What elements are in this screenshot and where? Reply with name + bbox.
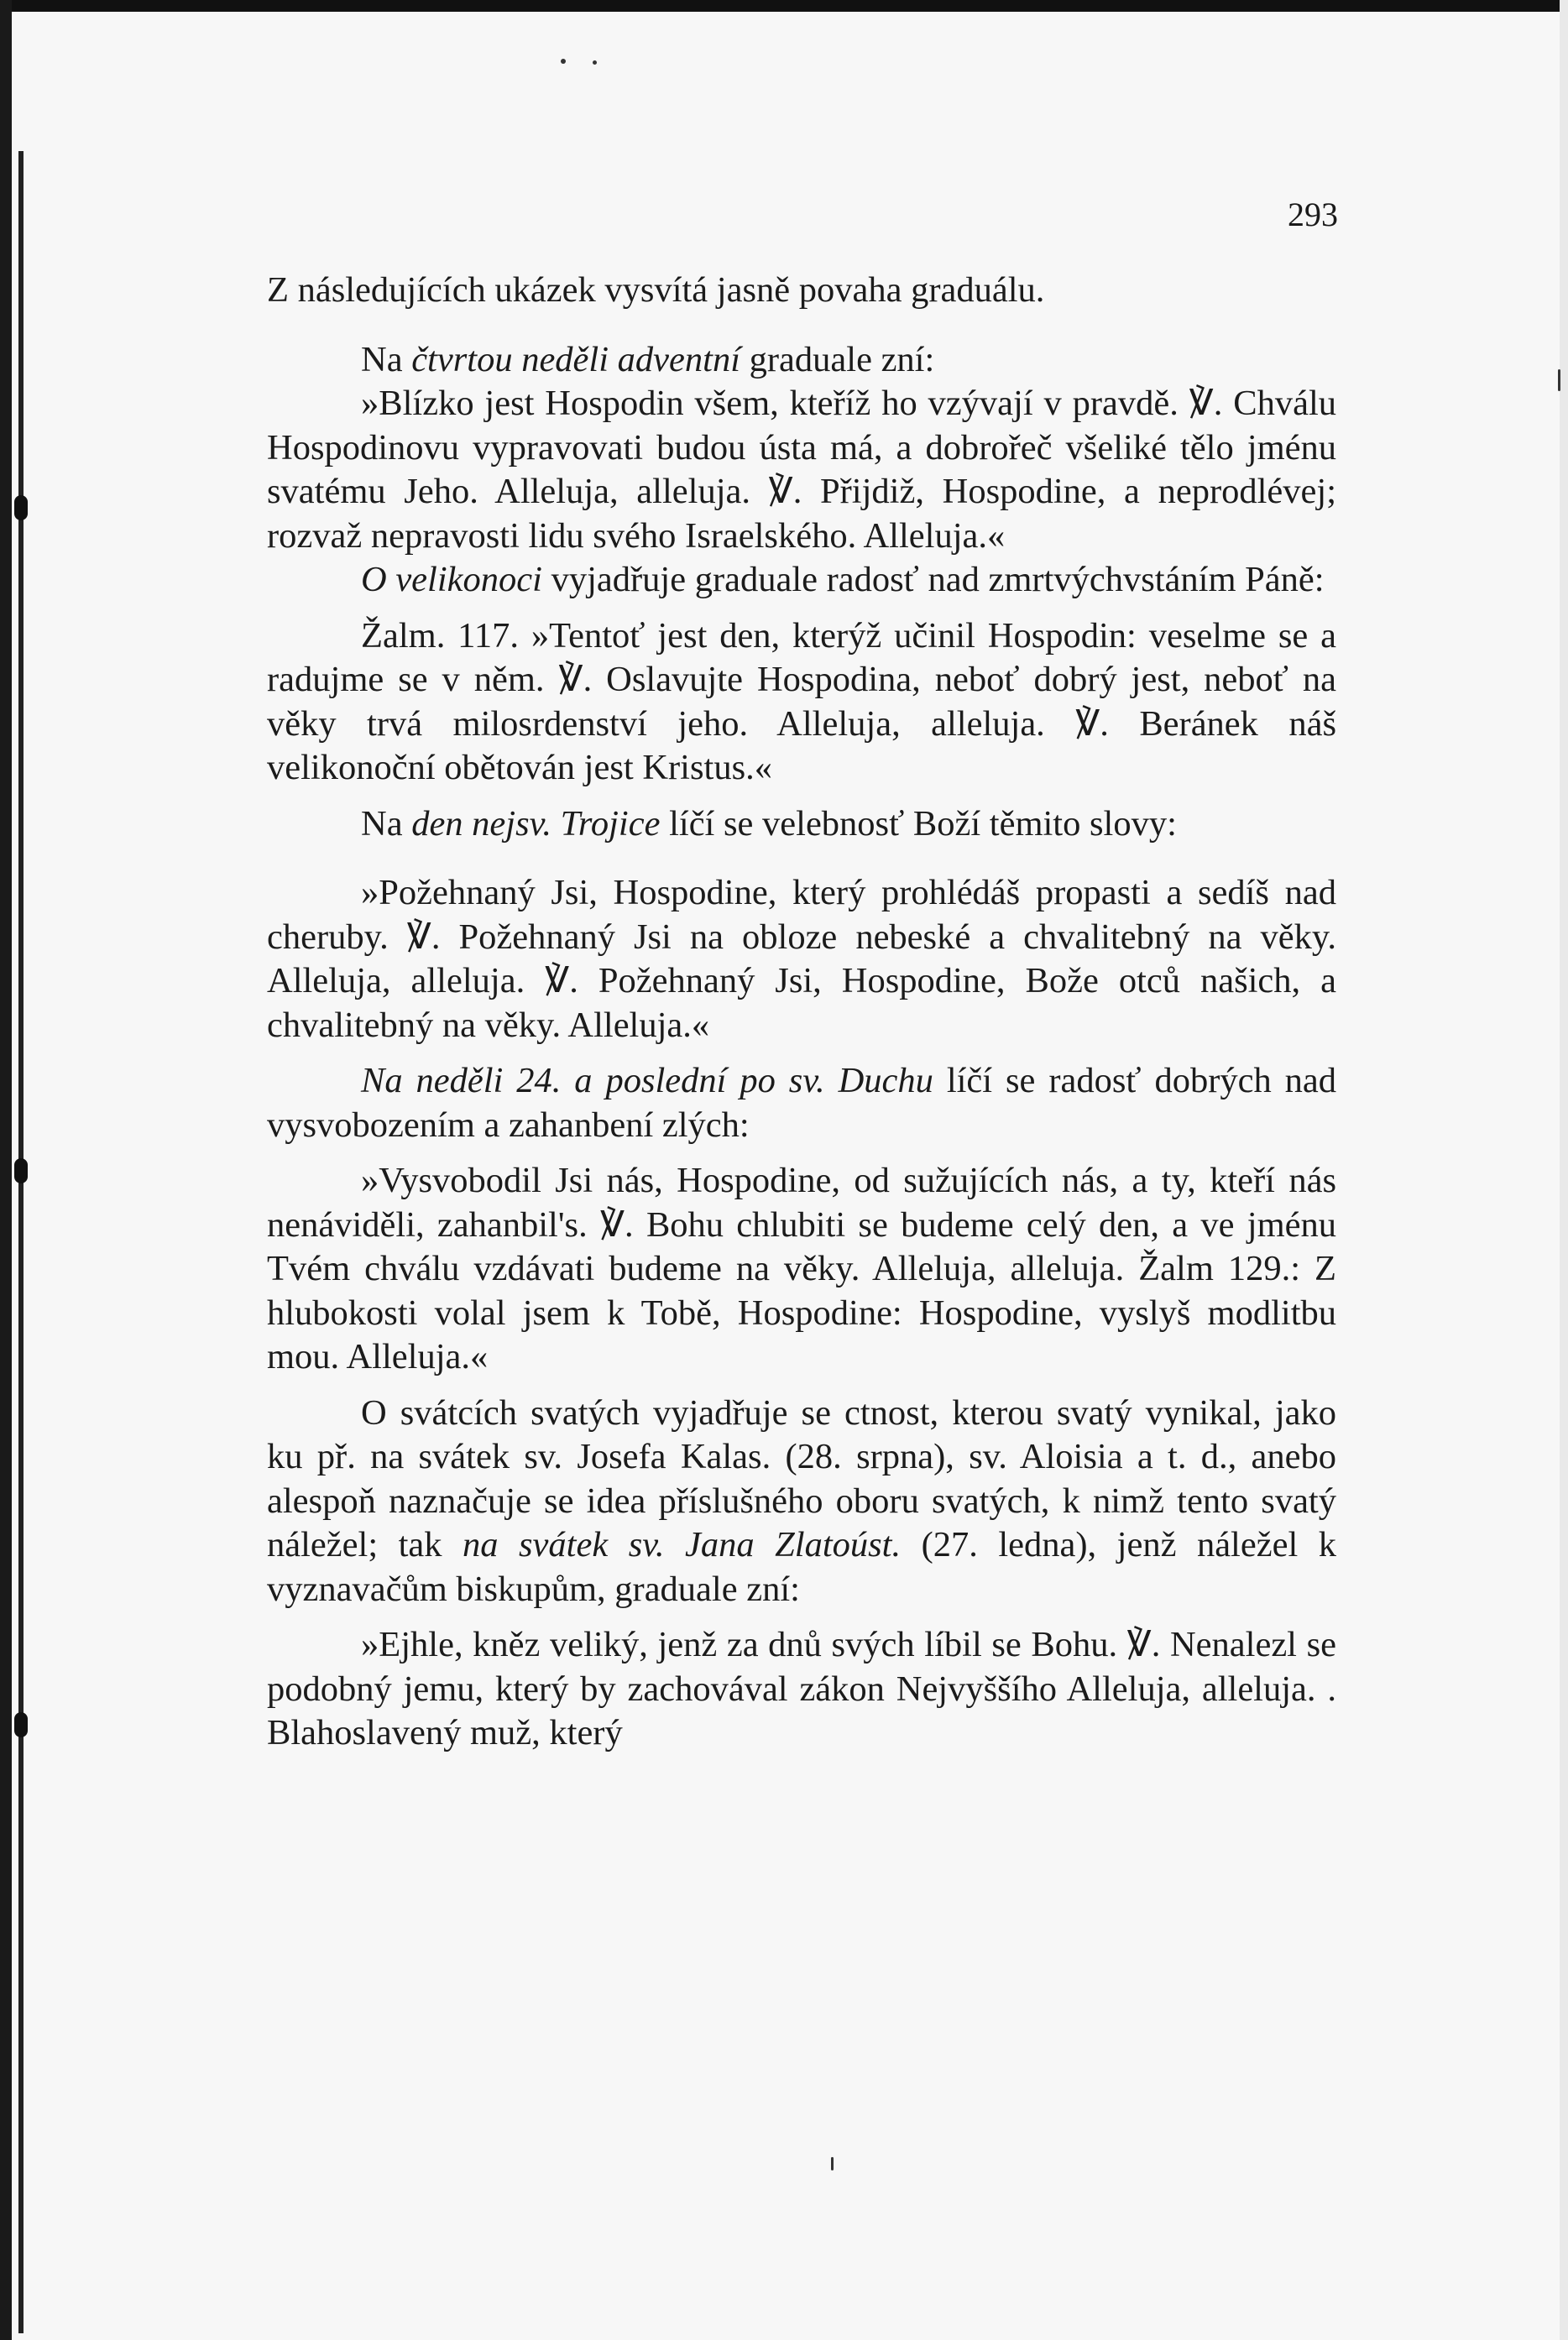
text-run: Na bbox=[361, 803, 412, 844]
italic-text-run: O velikonoci bbox=[361, 560, 542, 599]
paragraph-pentecost-intro bbox=[267, 1059, 1336, 1147]
binding-line bbox=[18, 151, 24, 2333]
paragraph-saints-intro bbox=[267, 1392, 1336, 1612]
binding-mark bbox=[14, 1158, 28, 1183]
paragraph-trinity-intro bbox=[267, 802, 1336, 847]
text-run: vyjadřuje graduale radosť nad zmrtvýchvstáním Páně: bbox=[541, 560, 1325, 599]
text-run: »Požehnaný Jsi, Hospodine, který prohlédáš propasti a sedíš nad cheruby. ℣. Požehnaný Jsi na obloze nebeské a chvalitebný na věky. Alleluja, alleluja. ℣. Požehnaný Jsi, Hospodine, Bože otců našich, a chvalitebný na věky. Alleluja.« bbox=[267, 873, 1336, 1045]
scan-top-edge bbox=[0, 0, 1568, 12]
text-run: »Blízko jest Hospodin všem, kteříž ho vzývají v pravdě. ℣. Chválu Hospodinovu vypravovati budou ústa má, a dobrořeč všeliké tělo jménu svatému Jeho. Alleluja, alleluja. ℣. Přijdiž, Hospodine, a neprodlévej; rozvaž nepravosti lidu svého Israelského. Alleluja.« bbox=[267, 384, 1336, 556]
paragraph-advent-text bbox=[267, 382, 1336, 558]
text-run: Z následujících ukázek vysvítá jasně povaha graduálu. bbox=[267, 270, 1045, 310]
text-run: graduale zní: bbox=[740, 339, 935, 379]
text-run: »Ejhle, kněz veliký, jenž za dnů svých líbil se Bohu. ℣. Nenalezl se podobný jemu, který by zachovával zákon Nejvyššího Alleluja, alleluja. . Blahoslavený muž, který bbox=[267, 1625, 1336, 1752]
text-run: O svátcích svatých vyjadřuje se ctnost, kterou svatý vynikal, jako ku př. na svátek sv. Josefa Kalas. (28. srpna), sv. Aloisia a t. d., anebo alespoň naznačuje se idea příslušného oboru svatých, k nimž tento svatý náležel; tak bbox=[267, 1392, 1336, 1564]
body-text bbox=[267, 269, 1336, 1756]
paragraph-saints-text bbox=[267, 1623, 1336, 1756]
scan-right-edge bbox=[1560, 0, 1568, 2340]
scan-speck bbox=[831, 2157, 834, 2170]
paragraph-trinity-text bbox=[267, 871, 1336, 1047]
binding-mark bbox=[14, 1712, 28, 1737]
paragraph-advent-intro bbox=[267, 338, 1336, 383]
scan-speck bbox=[593, 60, 597, 65]
italic-text-run: čtvrtou neděli adventní bbox=[411, 339, 741, 379]
italic-text-run: den nejsv. Trojice bbox=[411, 803, 661, 844]
paragraph-pentecost-text bbox=[267, 1159, 1336, 1380]
text-run: líčí se velebnosť Boží těmito slovy: bbox=[660, 803, 1177, 844]
text-run: (27. ledna), jenž náležel k vyznavačům biskupům, graduale zní: bbox=[267, 1525, 1336, 1609]
paragraph-easter-text bbox=[267, 614, 1336, 791]
page-number: 293 bbox=[1288, 196, 1338, 233]
paragraph-easter-intro bbox=[267, 558, 1336, 603]
scan-speck bbox=[1558, 369, 1560, 391]
italic-text-run: na svátek sv. Jana Zlatoúst. bbox=[463, 1525, 902, 1564]
text-run: »Vysvobodil Jsi nás, Hospodine, od sužujících nás, a ty, kteří nás nenáviděli, zahanbil's. ℣. Bohu chlubiti se budeme celý den, a ve jménu Tvém chválu vzdávati budeme na věky. Alleluja, alleluja. Žalm 129.: Z hlubokosti volal jsem k Tobě, Hospodine: Hospodine, vyslyš modlitbu mou. Alleluja.« bbox=[267, 1161, 1336, 1376]
paragraph-intro bbox=[267, 269, 1336, 313]
binding-mark bbox=[14, 495, 28, 520]
italic-text-run: Na neděli 24. a poslední po sv. Duchu bbox=[361, 1061, 933, 1100]
scan-speck bbox=[561, 59, 566, 64]
text-run: líčí se radosť dobrých nad vysvobozením a zahanbení zlých: bbox=[267, 1061, 1336, 1145]
text-run: Na bbox=[361, 339, 412, 379]
text-run: Žalm. 117. »Tentoť jest den, kterýž učinil Hospodin: veselme se a radujme se v něm. ℣. Oslavujte Hospodina, neboť dobrý jest, neboť na věky trvá milosrdenství jeho. Alleluja, alleluja. ℣. Beránek náš velikonoční obětován jest Kristus.« bbox=[267, 615, 1336, 787]
scan-left-edge bbox=[0, 0, 12, 2340]
